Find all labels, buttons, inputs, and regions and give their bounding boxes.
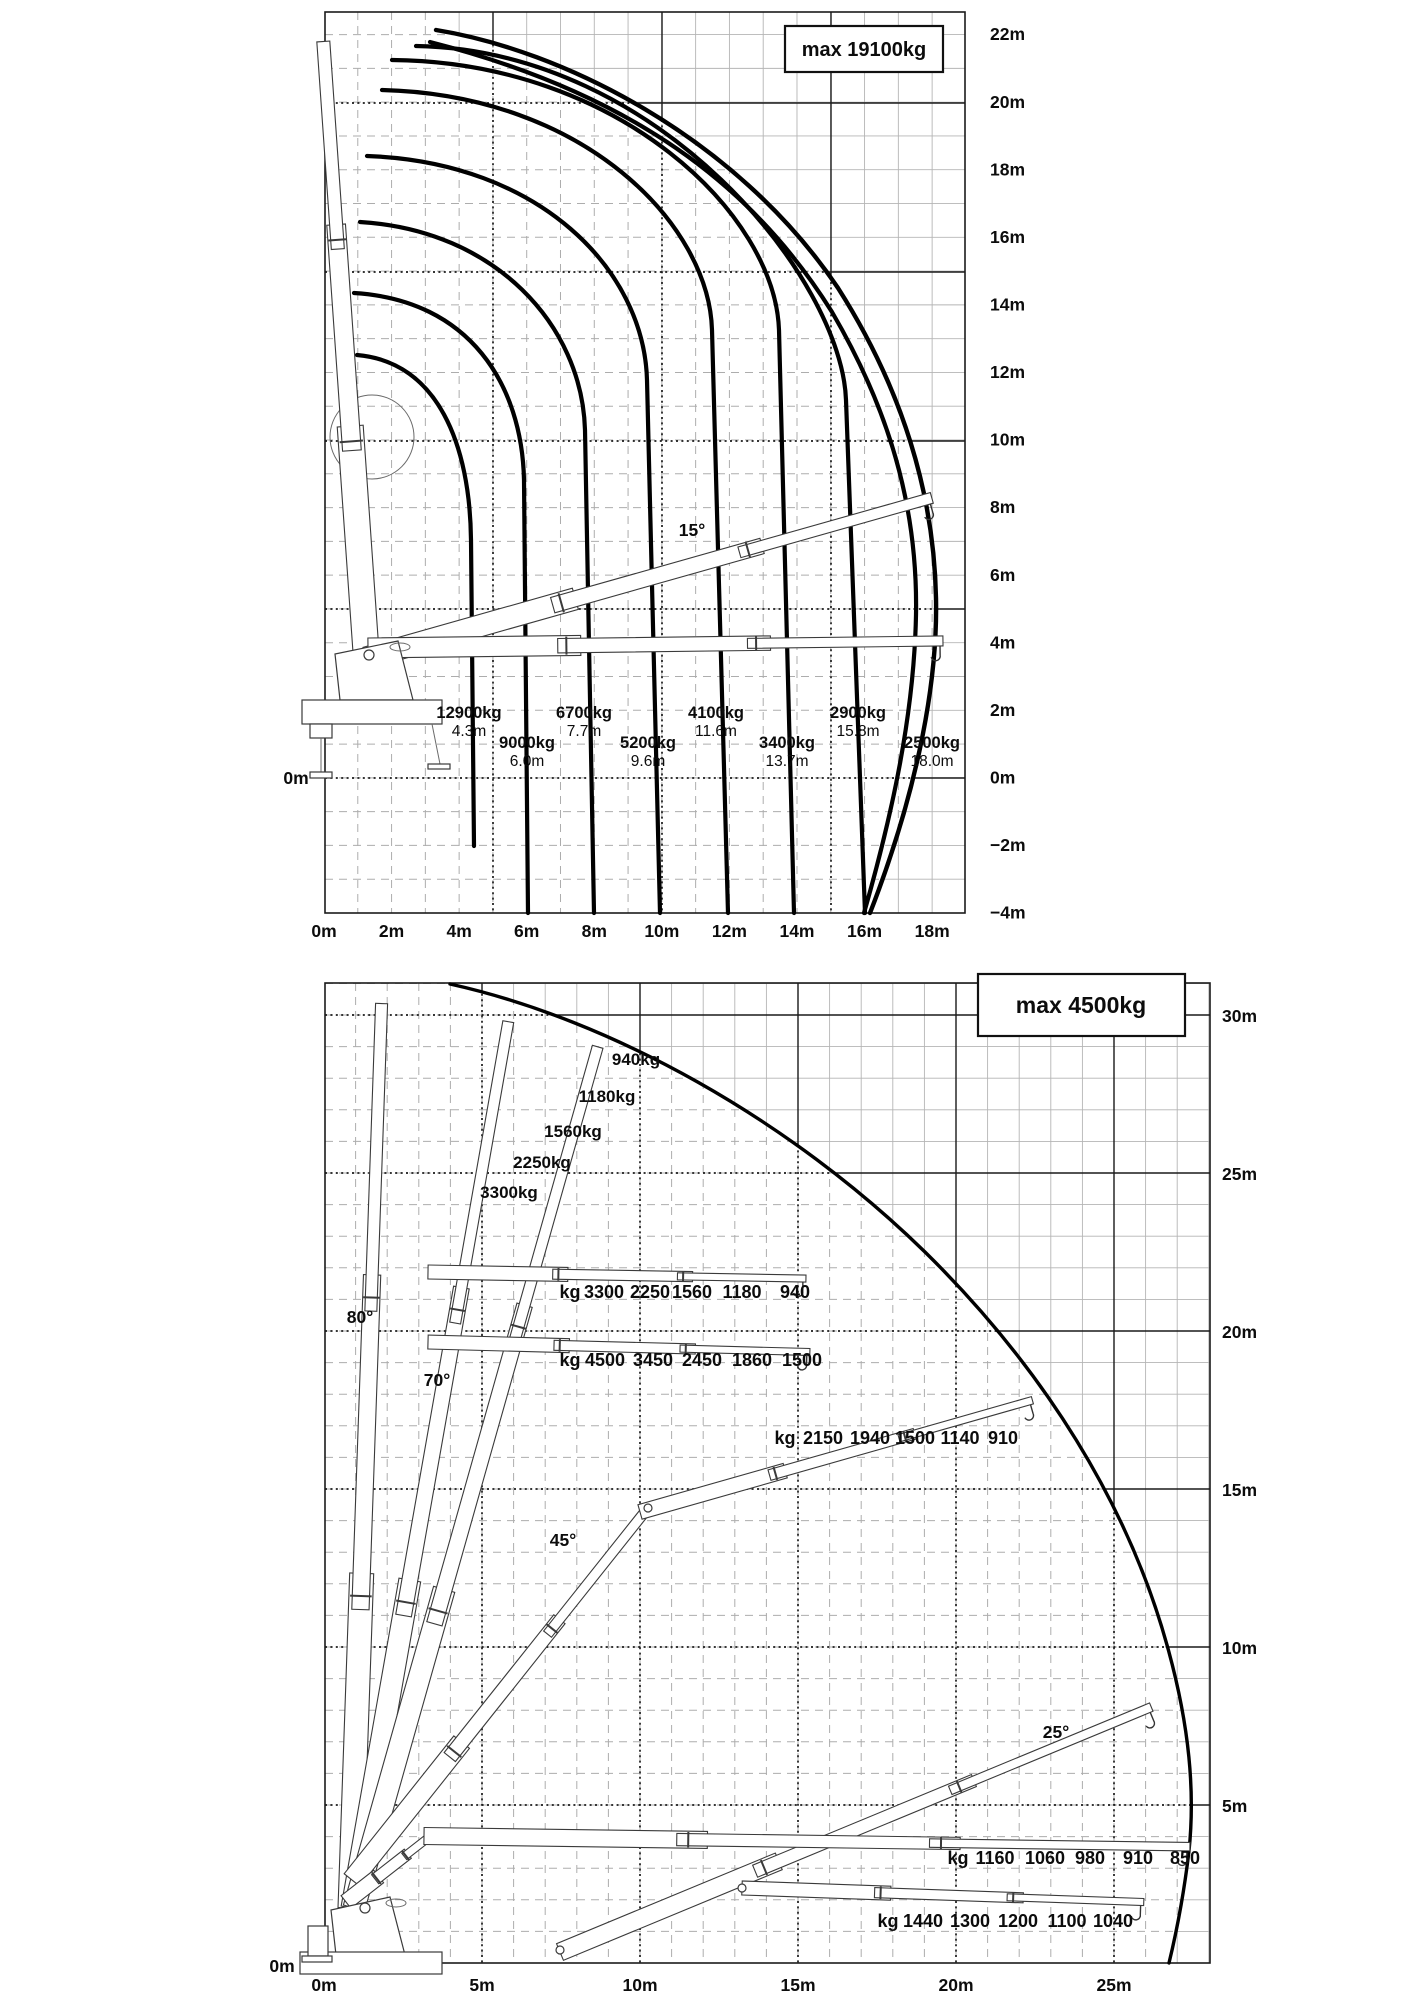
boom-angle-label: 25° [1042,1722,1070,1742]
load-outreach-label: 15.8m [836,723,880,740]
boom-section [365,1003,388,1311]
boom-section [747,636,943,648]
boom-section [558,636,771,653]
boom-section [677,1833,961,1849]
boom-section [317,41,344,249]
row-capacity-value: 1060 [1024,1848,1066,1868]
y-axis-tick: −2m [990,835,1026,856]
row-capacity-value: 3450 [632,1350,674,1370]
y-axis-tick: 30m [1222,1006,1258,1026]
row-unit-label: kg [774,1428,796,1448]
y-axis-tick: 25m [1222,1164,1258,1184]
load-capacity-label: 6700kg [556,704,612,722]
row-capacity-value: 1500 [894,1428,936,1448]
row-capacity-value: 3300 [583,1282,625,1302]
y-axis-tick: 16m [990,226,1026,247]
boom-capacity-label: 1180kg [578,1087,636,1106]
row-capacity-value: 1560 [671,1282,713,1302]
row-capacity-value: 1180 [722,1282,762,1302]
row-capacity-value: 2450 [681,1350,723,1370]
load-capacity-label: 2500kg [904,734,960,752]
boom-collar [328,239,346,240]
y-axis-tick: 20m [990,91,1026,112]
top-capacity-curves [354,30,936,913]
capacity-curve-6700kg [360,222,594,913]
top-chart [283,12,1025,941]
load-outreach-label: 6.0m [509,753,545,770]
row-capacity-value: 2150 [802,1428,844,1448]
load-outreach-label: 13.7m [765,753,809,770]
x-axis-tick: 15m [780,1975,816,1995]
boom-capacity-label: 940kg [611,1050,661,1069]
max-capacity-label: max 19100kg [801,39,927,61]
y-axis-tick: 6m [990,564,1016,585]
row-capacity-value: 1200 [997,1911,1039,1931]
x-axis-tick: 25m [1096,1975,1132,1995]
boom-section [553,1269,693,1282]
row-capacity-value: 2250 [629,1282,671,1302]
boom-collar [363,1297,379,1298]
load-capacity-label: 5200kg [620,734,676,752]
y-axis-tick: 12m [990,362,1026,383]
x-axis-tick: 0m [311,1975,337,1995]
y-axis-tick: 10m [1222,1638,1258,1658]
boom-section [557,1853,783,1960]
row-unit-label: kg [559,1350,581,1370]
capacity-curve-4100kg [382,90,728,913]
boom-capacity-label: 2250kg [513,1153,571,1172]
load-capacity-label: 9000kg [499,734,555,752]
row-capacity-value: 1500 [781,1350,823,1370]
crane-base-frame [302,700,442,724]
boom-section [677,1273,806,1282]
boom-section [327,224,361,451]
row-capacity-value: 4500 [584,1350,626,1370]
x-axis-tick: 16m [847,921,883,941]
row-capacity-value: 850 [1169,1848,1201,1868]
y-axis-tick: 20m [1222,1322,1258,1342]
row-unit-label: kg [947,1848,969,1868]
outrigger-beam [310,724,332,738]
boom-section [337,425,379,653]
load-capacity-label: 3400kg [759,734,815,752]
jib-elbow-joint [738,1884,746,1892]
row-capacity-value: 910 [1122,1848,1154,1868]
load-outreach-label: 18.0m [910,753,954,770]
load-outreach-label: 9.6m [630,753,666,770]
x-axis-tick: 0m [311,921,337,941]
y-axis-tick: 4m [990,632,1016,653]
y-axis-tick: 8m [990,497,1016,518]
mast-boom [310,41,379,653]
boom-capacity-label: 1560kg [544,1122,602,1141]
y-axis-tick: 15m [1222,1480,1258,1500]
x-axis-tick: 8m [581,921,607,941]
boom-capacity-label: 3300kg [480,1183,538,1202]
row-capacity-value: 1160 [975,1848,1015,1868]
boom-angle-label: 80° [346,1307,374,1327]
load-outreach-label: 4.3m [451,723,487,740]
row-capacity-value: 980 [1074,1848,1106,1868]
load-outreach-label: 7.7m [566,723,602,740]
x-axis-tick: 6m [514,921,540,941]
boom-section [738,493,933,558]
outrigger-foot [302,1956,332,1962]
row-capacity-value: 1040 [1092,1911,1134,1931]
x-axis-tick: 18m [914,921,950,941]
row-capacity-value: 1140 [940,1428,980,1448]
origin-label: 0m [283,768,309,788]
x-axis-tick: 2m [378,921,405,941]
row-unit-label: kg [559,1282,581,1302]
boom-section [428,1335,570,1353]
load-capacity-label: 12900kg [436,704,502,722]
row-capacity-value: 1100 [1047,1911,1087,1931]
row-capacity-value: 1300 [949,1911,991,1931]
x-axis-tick: 10m [622,1975,658,1995]
y-axis-tick: 5m [1222,1796,1248,1816]
boom-section [428,1265,568,1281]
x-axis-tick: 4m [446,921,472,941]
load-outreach-label: 11.6m [695,723,737,740]
boom-section [874,1888,1023,1903]
origin-label: 0m [269,1956,295,1976]
max-capacity-label: max 4500kg [1015,992,1147,1018]
boom-section [444,1615,565,1762]
capacity-curve-2500kg [430,42,916,913]
y-axis-tick: 0m [990,767,1016,788]
x-axis-tick: 20m [938,1975,974,1995]
outrigger-foot [310,772,332,778]
y-axis-tick: −4m [990,902,1026,923]
boom-section [1007,1894,1144,1906]
row-capacity-value: 940 [779,1282,811,1302]
boom-pivot [360,1903,370,1913]
boom-section [424,1828,708,1849]
x-axis-tick: 5m [469,1975,495,1995]
x-axis-tick: 10m [644,921,680,941]
boom-angle-label: 45° [549,1530,577,1550]
boom-section [544,1504,653,1637]
load-capacity-label: 2900kg [830,704,886,722]
boom-section [742,1881,891,1900]
jib-45deg-config [638,1393,1037,1530]
y-axis-tick: 14m [990,294,1026,315]
row-capacity-value: 910 [987,1428,1019,1448]
row-capacity-value: 1940 [849,1428,891,1448]
row-capacity-value: 1860 [731,1350,773,1370]
y-axis-tick: 10m [990,429,1026,450]
boom-section [638,1463,787,1519]
x-axis-tick: 12m [711,921,747,941]
boom-angle-label: 70° [423,1370,451,1390]
jib-elbow-joint [644,1504,652,1512]
bottom-chart [269,974,1257,1995]
capacity-curve-9000kg [354,293,528,913]
load-capacity-label: 4100kg [688,704,744,722]
boom-pivot [364,650,374,660]
boom-collar [350,1596,372,1597]
outrigger-jack [308,1926,328,1956]
y-axis-tick: 18m [990,159,1026,180]
boom-angle-label: 15° [678,520,706,540]
stabilizer-foot [428,764,450,769]
y-axis-tick: 2m [990,699,1016,720]
jib-elbow-joint [556,1946,564,1954]
x-axis-tick: 14m [779,921,815,941]
row-unit-label: kg [877,1911,899,1931]
boom-section [753,1775,977,1878]
bottom-crane-booms [338,1003,1190,1970]
row-capacity-value: 1440 [902,1911,944,1931]
top-load-labels [436,704,960,770]
capacity-curve-5200kg [367,156,660,913]
y-axis-tick: 22m [990,24,1026,45]
